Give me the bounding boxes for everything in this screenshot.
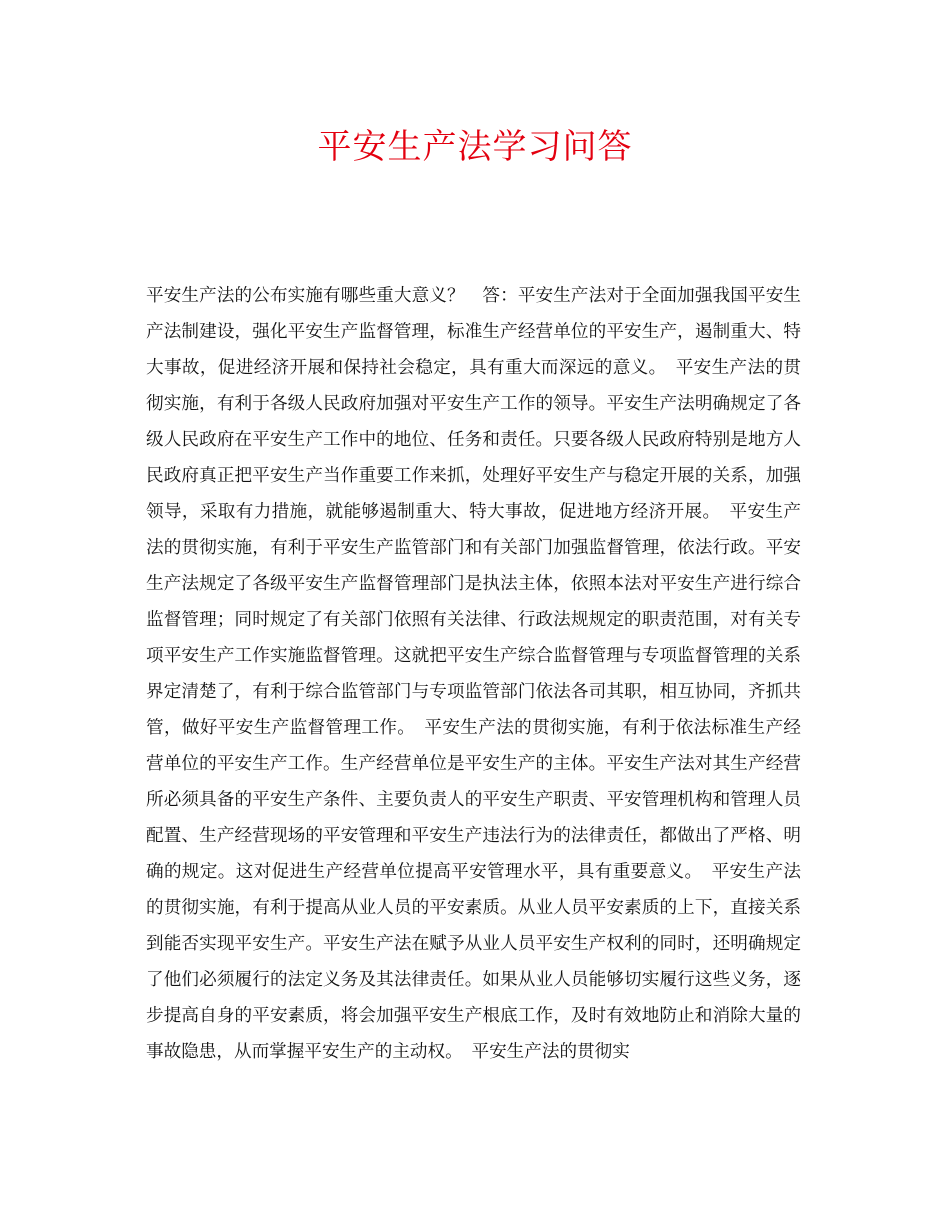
document-body-text: 平安生产法的公布实施有哪些重大意义？ 答：平安生产法对于全面加强我国平安生产法制建设，强化平安生产监督管理，标准生产经营单位的平安生产，遏制重大、特大事故，促进经济开展和保持社会稳定，具有重大而深远的意义。 平安生产法的贯彻实施，有利于各级人民政府加强对平安生产工作的领导。平安生产法明确规定了各级人民政府在平安生产工作中的地位、任务和责任。只要各级人民政府特别是地方人民政府真正把平安生产当作重要工作来抓，处理好平安生产与稳定开展的关系，加强领导，采取有力措施，就能够遏制重大、特大事故，促进地方经济开展。 平安生产法的贯彻实施，有利于平安生产监管部门和有关部门加强监督管理，依法行政。平安生产法规定了各级平安生产监督管理部门是执法主体，依照本法对平安生产进行综合监督管理；同时规定了有关部门依照有关法律、行政法规规定的职责范围，对有关专项平安生产工作实施监督管理。这就把平安生产综合监督管理与专项监督管理的关系界定清楚了，有利于综合监管部门与专项监管部门依法各司其职，相互协同，齐抓共管，做好平安生产监督管理工作。 平安生产法的贯彻实施，有利于依法标准生产经营单位的平安生产工作。生产经营单位是平安生产的主体。平安生产法对其生产经营所必须具备的平安生产条件、主要负责人的平安生产职责、平安管理机构和管理人员配置、生产经营现场的平安管理和平安生产违法行为的法律责任，都做出了严格、明确的规定。这对促进生产经营单位提高平安管理水平，具有重要意义。 平安生产法的贯彻实施，有利于提高从业人员的平安素质。从业人员平安素质的上下，直接关系到能否实现平安生产。平安生产法在赋予从业人员平安生产权利的同时，还明确规定了他们必须履行的法定义务及其法律责任。如果从业人员能够切实履行这些义务，逐步提高自身的平安素质，将会加强平安生产根底工作，及时有效地防止和消除大量的事故隐患，从而掌握平安生产的主动权。 平安生产法的贯彻实: [146, 286, 801, 1062]
document-title: 平安生产法学习问答: [317, 127, 633, 167]
